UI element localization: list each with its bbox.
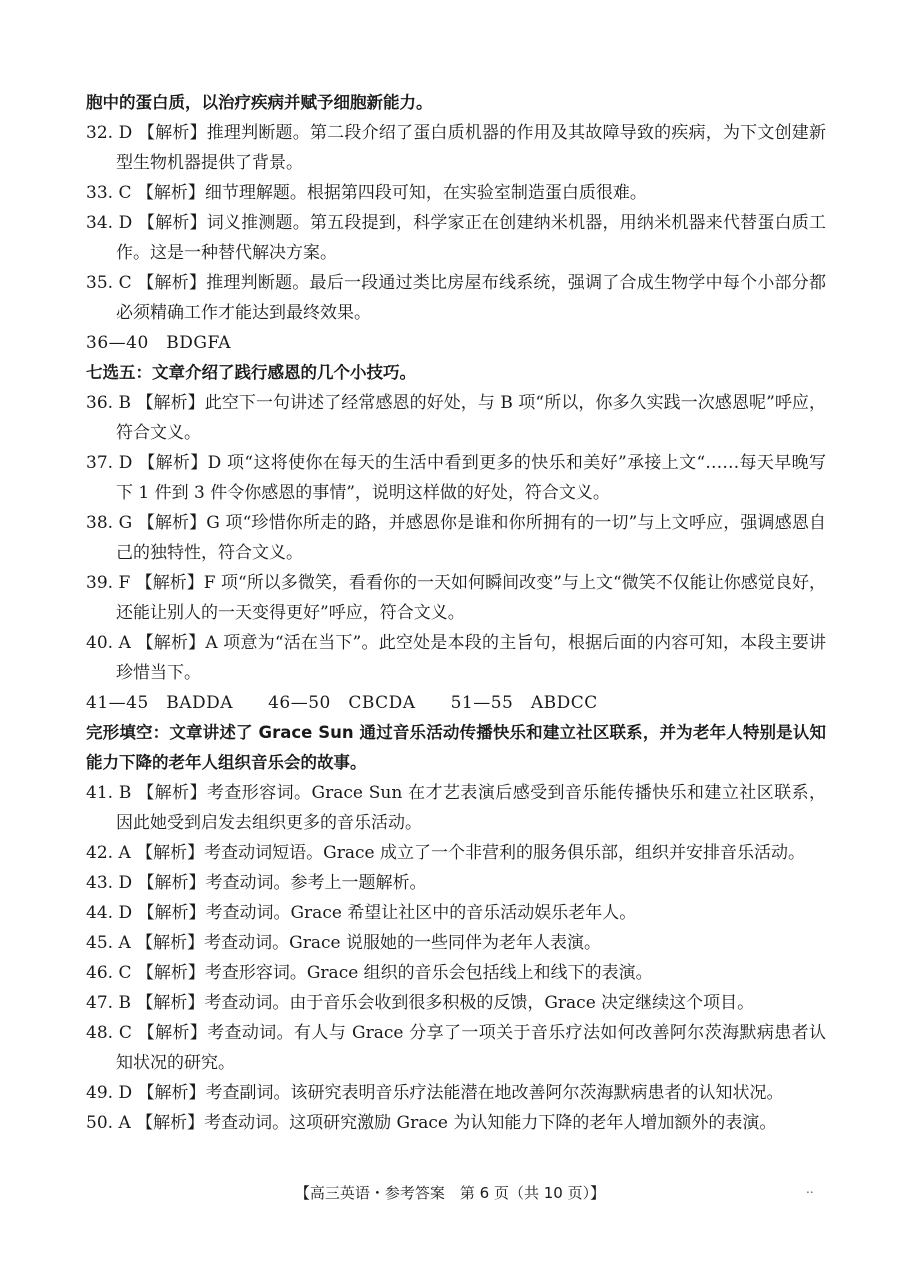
answer-49: 49. D 【解析】考查副词。该研究表明音乐疗法能潜在地改善阿尔茨海默病患者的认知状况。: [86, 1083, 784, 1103]
section-heading-carryover: 胞中的蛋白质，以治疗疾病并赋予细胞新能力。: [86, 93, 433, 112]
answer-47: 47. B 【解析】考查动词。由于音乐会收到很多积极的反馈，Grace 决定继续这个项目。: [86, 993, 755, 1013]
answer-40: 40. A 【解析】A 项意为“活在当下”。此空处是本段的主旨句，根据后面的内容可知，本段主要讲珍惜当下。: [86, 633, 826, 683]
answer-key-41-55: 41—45 BADDA 46—50 CBCDA 51—55 ABDCC: [86, 693, 598, 713]
section-heading-cloze: 完形填空：文章讲述了 Grace Sun 通过音乐活动传播快乐和建立社区联系，并为老年人特别是认知能力下降的老年人组织音乐会的故事。: [86, 723, 826, 772]
corner-mark: ..: [806, 1182, 814, 1196]
answer-34: 34. D 【解析】词义推测题。第五段提到，科学家正在创建纳米机器，用纳米机器来代替蛋白质工作。这是一种替代解决方案。: [86, 213, 826, 263]
section-heading-seven-choose-five: 七选五：文章介绍了践行感恩的几个小技巧。: [86, 363, 416, 382]
answer-key-36-40: 36—40 BDGFA: [86, 333, 232, 353]
answer-46: 46. C 【解析】考查形容词。Grace 组织的音乐会包括线上和线下的表演。: [86, 963, 653, 983]
answer-42: 42. A 【解析】考查动词短语。Grace 成立了一个非营利的服务俱乐部，组织并安排音乐活动。: [86, 843, 805, 863]
answer-32: 32. D 【解析】推理判断题。第二段介绍了蛋白质机器的作用及其故障导致的疾病，为下文创建新型生物机器提供了背景。: [86, 123, 826, 173]
answer-45: 45. A 【解析】考查动词。Grace 说服她的一些同伴为老年人表演。: [86, 933, 601, 953]
answer-38: 38. G 【解析】G 项“珍惜你所走的路，并感恩你是谁和你所拥有的一切”与上文呼应，强调感恩自己的独特性，符合文义。: [86, 513, 826, 563]
answer-43: 43. D 【解析】考查动词。参考上一题解析。: [86, 873, 427, 893]
answer-35: 35. C 【解析】推理判断题。最后一段通过类比房屋布线系统，强调了合成生物学中每个小部分都必须精确工作才能达到最终效果。: [86, 273, 826, 323]
answer-33: 33. C 【解析】细节理解题。根据第四段可知，在实验室制造蛋白质很难。: [86, 183, 647, 203]
answer-36: 36. B 【解析】此空下一句讲述了经常感恩的好处，与 B 项“所以，你多久实践一次感恩呢”呼应，符合文义。: [86, 393, 826, 443]
answer-39: 39. F 【解析】F 项“所以多微笑，看看你的一天如何瞬间改变”与上文“微笑不仅能让你感觉良好，还能让别人的一天变得更好”呼应，符合文义。: [86, 573, 826, 623]
answer-content: [86, 88, 826, 1138]
answer-41: 41. B 【解析】考查形容词。Grace Sun 在才艺表演后感受到音乐能传播快乐和建立社区联系，因此她受到启发去组织更多的音乐活动。: [86, 783, 826, 833]
answer-44: 44. D 【解析】考查动词。Grace 希望让社区中的音乐活动娱乐老年人。: [86, 903, 637, 923]
answer-48: 48. C 【解析】考查动词。有人与 Grace 分享了一项关于音乐疗法如何改善阿尔茨海默病患者认知状况的研究。: [86, 1023, 826, 1073]
answer-50: 50. A 【解析】考查动词。这项研究激励 Grace 为认知能力下降的老年人增加额外的表演。: [86, 1113, 777, 1133]
page-footer: 【高三英语・参考答案 第 6 页（共 10 页）】: [294, 1184, 606, 1202]
answer-37: 37. D 【解析】D 项“这将使你在每天的生活中看到更多的快乐和美好”承接上文“……每天早晚写下 1 件到 3 件令你感恩的事情”，说明这样做的好处，符合文义。: [86, 453, 826, 503]
